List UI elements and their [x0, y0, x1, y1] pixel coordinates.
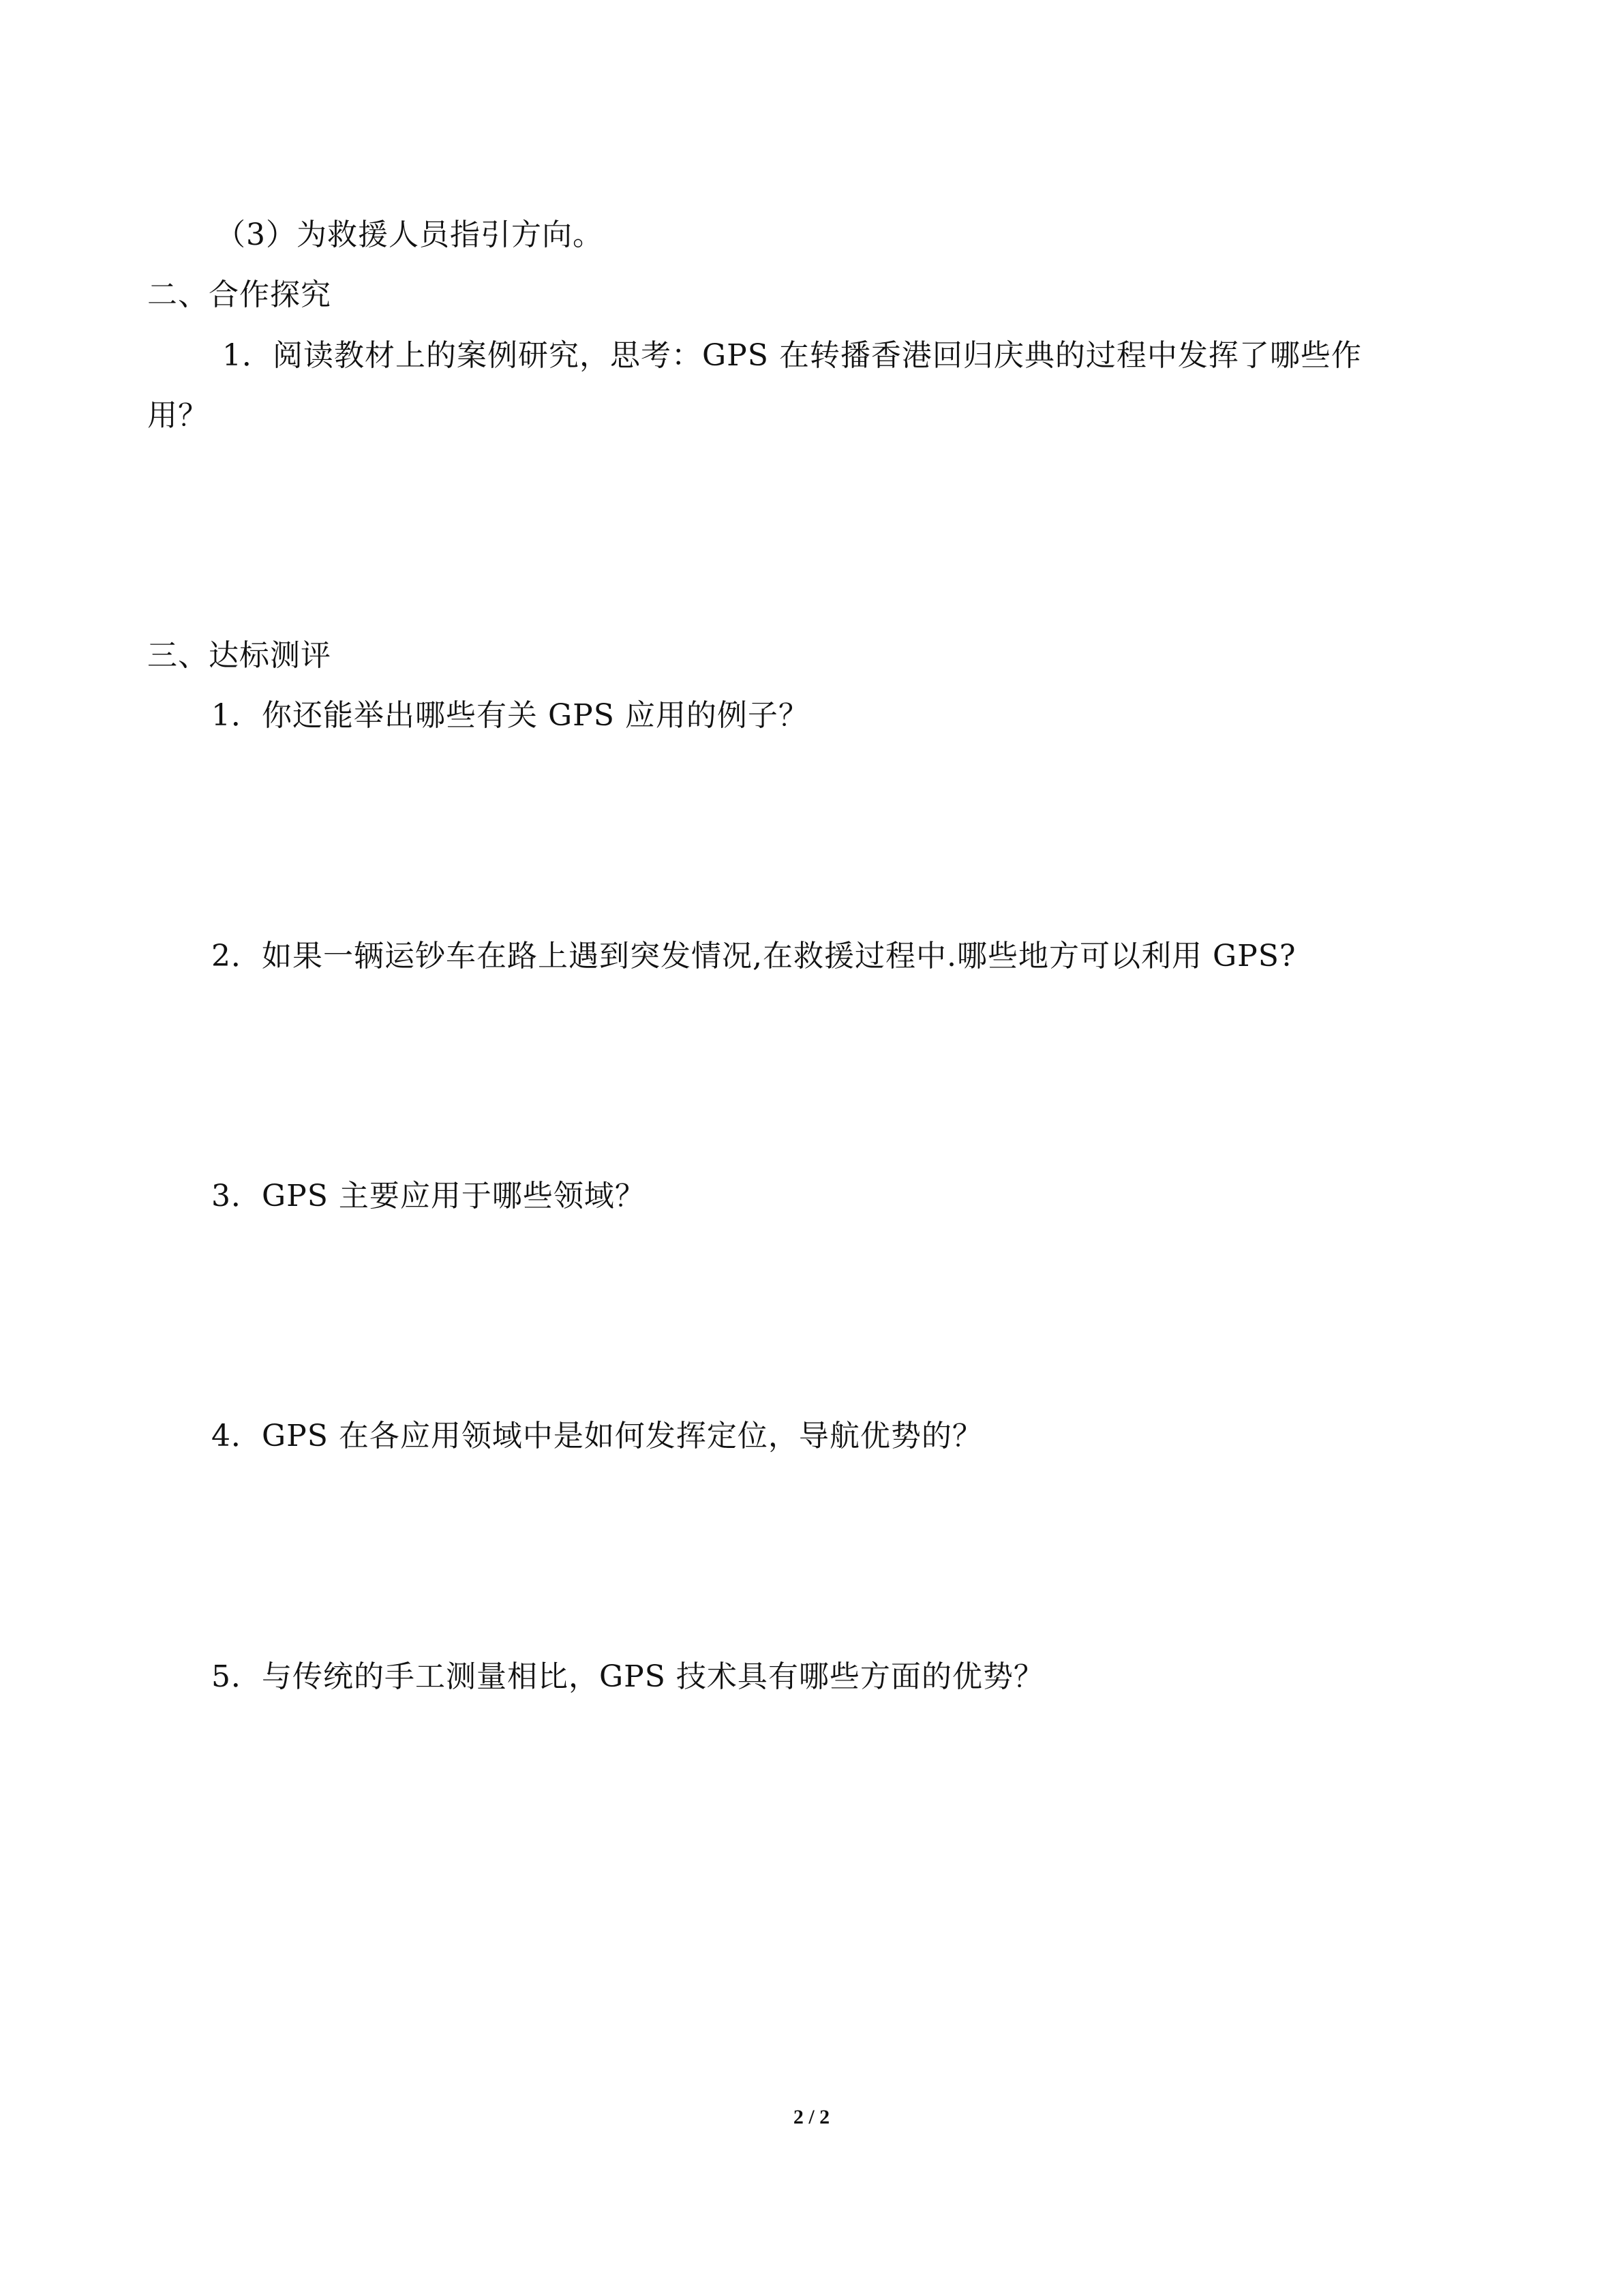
- question-test-1: 1．你还能举出哪些有关 GPS 应用的例子？: [211, 698, 809, 733]
- question-coop-1-line-2: 用？: [147, 398, 209, 433]
- page-number: 2 / 2: [793, 2106, 830, 2128]
- section-heading-cooperative-inquiry: 二、合作探究: [147, 277, 331, 312]
- question-test-5: 5．与传统的手工测量相比，GPS 技术具有哪些方面的优势？: [211, 1659, 1044, 1694]
- list-item-3: （3）为救援人员指引方向。: [215, 217, 603, 252]
- question-test-4: 4．GPS 在各应用领域中是如何发挥定位，导航优势的？: [211, 1419, 983, 1453]
- question-test-3: 3．GPS 主要应用于哪些领域？: [211, 1179, 646, 1213]
- section-heading-assessment: 三、达标测评: [147, 638, 331, 673]
- question-test-2: 2．如果一辆运钞车在路上遇到突发情况,在救援过程中.哪些地方可以利用 GPS?: [211, 939, 1296, 973]
- question-coop-1-line-1: 1．阅读教材上的案例研究，思考：GPS 在转播香港回归庆典的过程中发挥了哪些作: [222, 338, 1362, 373]
